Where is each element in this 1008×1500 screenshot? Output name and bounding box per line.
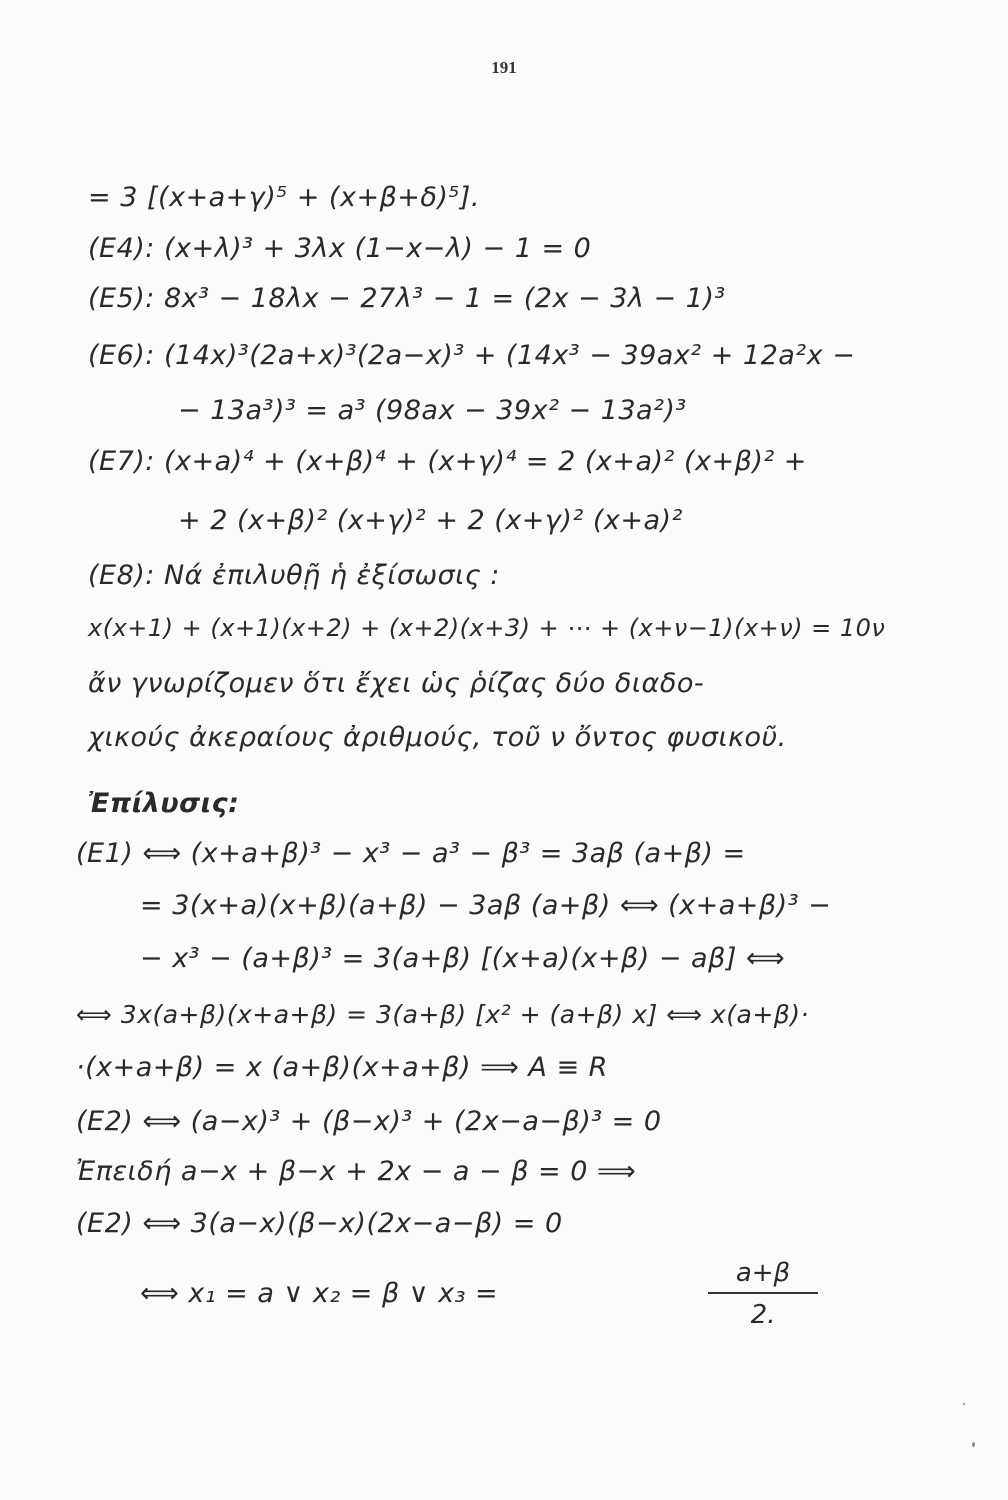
solution-e1-3: − x³ − (a+β)³ = 3(a+β) [(x+a)(x+β) − aβ] ⟺ bbox=[140, 943, 786, 974]
equation-e6-cont: − 13a³)³ = a³ (98ax − 39x² − 13a²)³ bbox=[178, 395, 687, 426]
solution-e2-2: Ἐπειδή a−x + β−x + 2x − a − β = 0 ⟹ bbox=[76, 1156, 637, 1187]
solution-e2-4: ⟺ x₁ = a ∨ x₂ = β ∨ x₃ = bbox=[140, 1278, 499, 1309]
scan-speck bbox=[963, 1403, 965, 1405]
equation-line-1: = 3 [(x+a+γ)⁵ + (x+β+δ)⁵]. bbox=[88, 182, 480, 213]
solution-e1-2: = 3(x+a)(x+β)(a+β) − 3aβ (a+β) ⟺ (x+a+β)³ − bbox=[140, 890, 832, 921]
equation-e4: (E4): (x+λ)³ + 3λx (1−x−λ) − 1 = 0 bbox=[88, 233, 592, 264]
text-line-2: χικούς ἀκεραίους ἀριθμούς, τοῦ ν ὄντος φυσικοῦ. bbox=[88, 722, 787, 753]
solution-e2-3: (E2) ⟺ 3(a−x)(β−x)(2x−a−β) = 0 bbox=[76, 1208, 563, 1239]
equation-e8: x(x+1) + (x+1)(x+2) + (x+2)(x+3) + ⋯ + (x+ν−1)(x+ν) = 10ν bbox=[88, 614, 886, 642]
equation-e7: (E7): (x+a)⁴ + (x+β)⁴ + (x+γ)⁴ = 2 (x+a)² (x+β)² + bbox=[88, 446, 807, 477]
fraction-numerator: a+β bbox=[735, 1258, 791, 1288]
equation-e8-text: (E8): Νά ἐπιλυθῇ ἡ ἐξίσωσις : bbox=[88, 560, 500, 591]
fraction-bar bbox=[708, 1292, 818, 1294]
solution-e1-4: ⟺ 3x(a+β)(x+a+β) = 3(a+β) [x² + (a+β) x] ⟺ x(a+β)· bbox=[76, 1000, 809, 1029]
equation-e5: (E5): 8x³ − 18λx − 27λ³ − 1 = (2x − 3λ − 1)³ bbox=[88, 283, 726, 314]
solution-e2: (E2) ⟺ (a−x)³ + (β−x)³ + (2x−a−β)³ = 0 bbox=[76, 1106, 662, 1137]
page-number: 191 bbox=[491, 58, 517, 77]
text-line-1: ἄν γνωρίζομεν ὅτι ἔχει ὡς ῥίζας δύο διαδο- bbox=[88, 668, 705, 699]
scan-speck bbox=[972, 1442, 975, 1447]
equation-e7-cont: + 2 (x+β)² (x+γ)² + 2 (x+γ)² (x+a)² bbox=[178, 505, 683, 536]
fraction-denominator: 2. bbox=[750, 1300, 776, 1330]
solution-e1-5: ·(x+a+β) = x (a+β)(x+a+β) ⟹ A ≡ R bbox=[76, 1052, 608, 1083]
fraction bbox=[708, 1258, 818, 1330]
solution-e1: (E1) ⟺ (x+a+β)³ − x³ − a³ − β³ = 3aβ (a+β) = bbox=[76, 838, 746, 869]
solution-heading: Ἐπίλυσις: bbox=[88, 788, 240, 819]
equation-e6: (E6): (14x)³(2a+x)³(2a−x)³ + (14x³ − 39ax² + 12a²x − bbox=[88, 340, 856, 371]
